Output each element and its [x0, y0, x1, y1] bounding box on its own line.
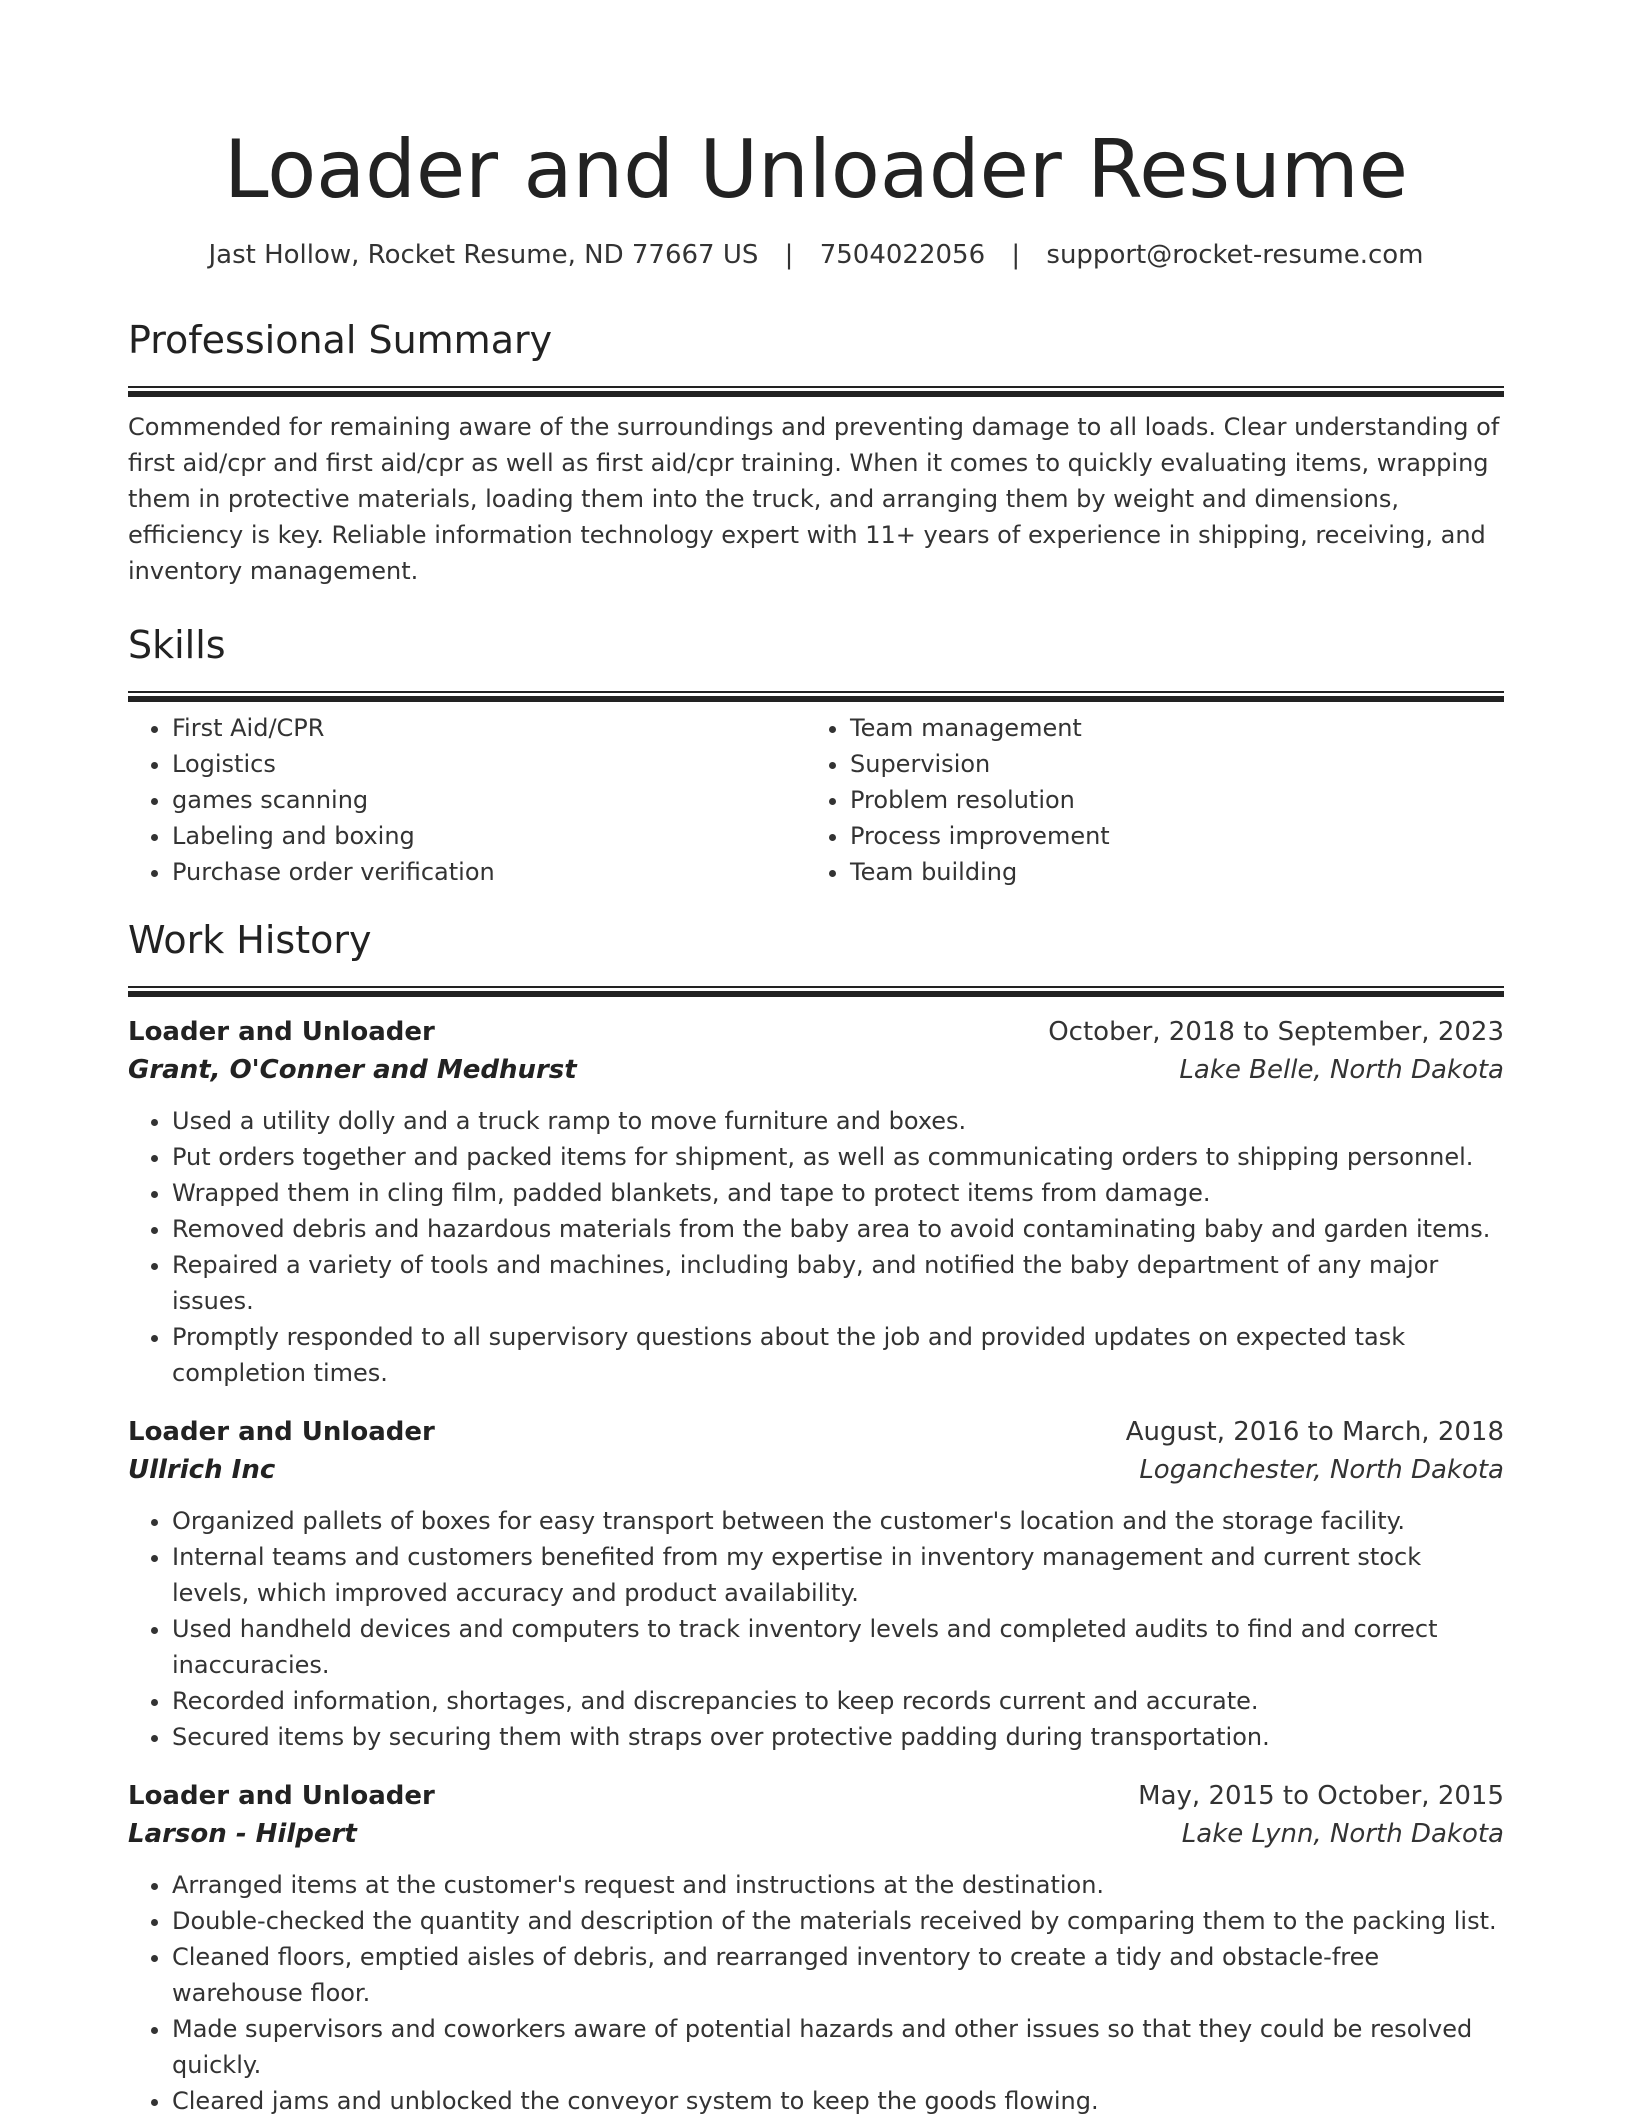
job-bullet: • Removed debris and hazardous materials from the baby area to avoid contaminating baby and garden items. — [172, 1211, 1504, 1247]
section-divider — [128, 691, 1504, 702]
job-subheader — [128, 1051, 1504, 1089]
job-company: Ullrich Inc — [128, 1455, 276, 1485]
job-company: Larson - Hilpert — [128, 1819, 357, 1849]
resume-title: Loader and Unloader Resume — [224, 123, 1408, 216]
contact-separator: | — [1011, 240, 1021, 270]
work-history-heading: Work History — [128, 918, 372, 962]
job-dates: October, 2018 to September, 2023 — [1048, 1017, 1504, 1047]
job-location: Lake Belle, North Dakota — [1179, 1055, 1504, 1085]
section-divider — [128, 386, 1504, 397]
skill-item: • Purchase order verification — [172, 854, 806, 890]
job-location: Lake Lynn, North Dakota — [1181, 1819, 1504, 1849]
skills-column-left — [128, 710, 806, 890]
job-bullet: • Double-checked the quantity and description of the materials received by comparing them to the packing list. — [172, 1903, 1504, 1939]
skills-section — [128, 621, 1504, 890]
job-title: Loader and Unloader — [128, 1417, 435, 1447]
job-entry — [128, 1013, 1504, 1391]
job-bullets — [128, 1103, 1504, 1391]
job-bullet: • Arranged items at the customer's request and instructions at the destination. — [172, 1867, 1504, 1903]
skill-item: • Team building — [850, 854, 1484, 890]
summary-heading: Professional Summary — [128, 318, 553, 362]
contact-phone: 7504022056 — [819, 240, 986, 270]
job-header — [128, 1013, 1504, 1051]
work-history-section — [128, 916, 1504, 2119]
job-bullet: • Promptly responded to all supervisory questions about the job and provided updates on expected task completion times. — [172, 1319, 1504, 1391]
skills-grid — [128, 710, 1504, 890]
skill-item: • games scanning — [172, 782, 806, 818]
job-bullet: • Put orders together and packed items for shipment, as well as communicating orders to shipping personnel. — [172, 1139, 1504, 1175]
job-title: Loader and Unloader — [128, 1781, 435, 1811]
skill-item: • Process improvement — [850, 818, 1484, 854]
contact-email: support@rocket-resume.com — [1046, 240, 1424, 270]
job-entry — [128, 1413, 1504, 1755]
skill-item: • Labeling and boxing — [172, 818, 806, 854]
job-bullet: • Used a utility dolly and a truck ramp to move furniture and boxes. — [172, 1103, 1504, 1139]
job-subheader — [128, 1815, 1504, 1853]
job-title: Loader and Unloader — [128, 1017, 435, 1047]
job-subheader — [128, 1451, 1504, 1489]
job-company: Grant, O'Conner and Medhurst — [128, 1055, 577, 1085]
job-bullet: • Used handheld devices and computers to track inventory levels and completed audits to find and correct inaccuracies. — [172, 1611, 1504, 1683]
skill-item: • First Aid/CPR — [172, 710, 806, 746]
skills-heading: Skills — [128, 623, 226, 667]
job-location: Loganchester, North Dakota — [1139, 1455, 1504, 1485]
job-header — [128, 1777, 1504, 1815]
skill-item: • Problem resolution — [850, 782, 1484, 818]
skill-item: • Supervision — [850, 746, 1484, 782]
job-dates: May, 2015 to October, 2015 — [1138, 1781, 1504, 1811]
summary-section — [128, 316, 1504, 589]
contact-address: Jast Hollow, Rocket Resume, ND 77667 US — [208, 240, 759, 270]
job-bullets — [128, 1503, 1504, 1755]
contact-line — [128, 237, 1504, 273]
job-bullet: • Wrapped them in cling film, padded blankets, and tape to protect items from damage. — [172, 1175, 1504, 1211]
skill-item: • Team management — [850, 710, 1484, 746]
skill-item: • Logistics — [172, 746, 806, 782]
job-bullet: • Organized pallets of boxes for easy transport between the customer's location and the storage facility. — [172, 1503, 1504, 1539]
resume-page — [128, 0, 1504, 2119]
summary-text: Commended for remaining aware of the surroundings and preventing damage to all loads. Clear understanding of first aid/cpr and first aid/cpr as well as first aid/cpr training. When it comes to quickly evaluating items, wrapping them in protective materials, loading them into the truck, and arranging them by weight and dimensions, efficiency is key. Reliable information technology expert with 11+ years of experience in shipping, receiving, and inventory management. — [128, 413, 1500, 585]
job-header — [128, 1413, 1504, 1451]
job-bullets — [128, 1867, 1504, 2119]
job-bullet: • Made supervisors and coworkers aware of potential hazards and other issues so that they could be resolved quickly. — [172, 2011, 1504, 2083]
skills-column-right — [806, 710, 1484, 890]
section-divider — [128, 986, 1504, 997]
job-bullet: • Internal teams and customers benefited from my expertise in inventory management and current stock levels, which improved accuracy and product availability. — [172, 1539, 1504, 1611]
job-bullet: • Cleared jams and unblocked the conveyor system to keep the goods flowing. — [172, 2083, 1504, 2119]
job-bullet: • Repaired a variety of tools and machines, including baby, and notified the baby department of any major issues. — [172, 1247, 1504, 1319]
job-bullet: • Secured items by securing them with straps over protective padding during transportation. — [172, 1719, 1504, 1755]
contact-separator: | — [784, 240, 794, 270]
job-entry — [128, 1777, 1504, 2119]
job-bullet: • Cleaned floors, emptied aisles of debris, and rearranged inventory to create a tidy and obstacle-free warehouse floor. — [172, 1939, 1504, 2011]
job-dates: August, 2016 to March, 2018 — [1125, 1417, 1504, 1447]
job-bullet: • Recorded information, shortages, and discrepancies to keep records current and accurate. — [172, 1683, 1504, 1719]
